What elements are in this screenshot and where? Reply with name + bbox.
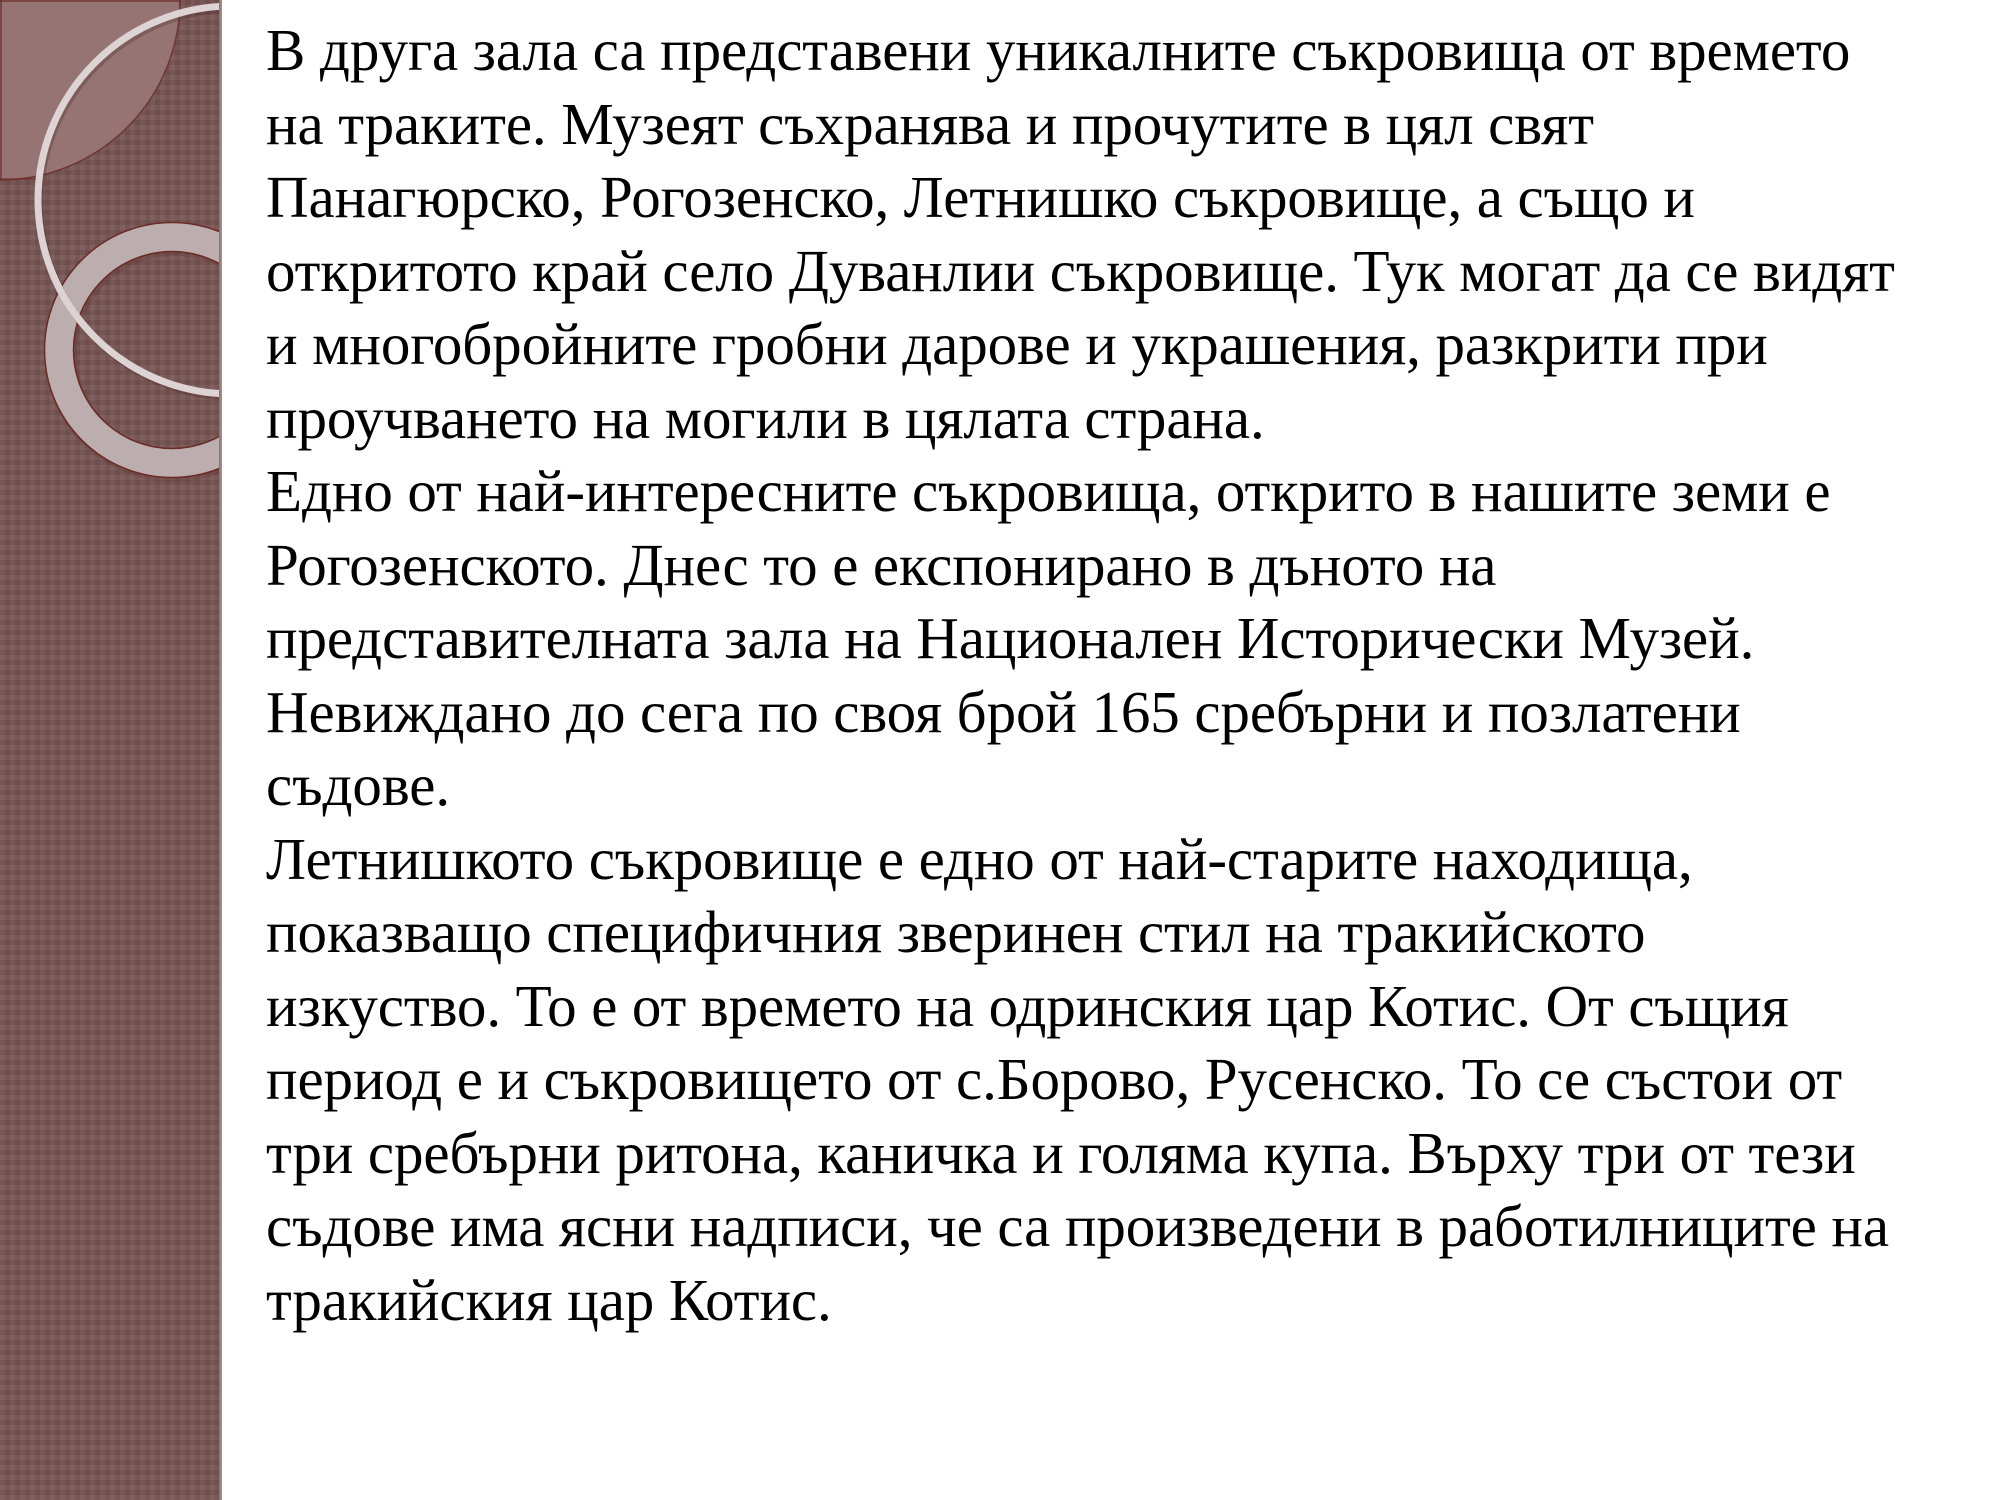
thick-ring-icon <box>45 223 223 478</box>
text-line: показващо специфичния зверинен стил на тракийското <box>266 899 1646 965</box>
text-line: съдове. <box>266 752 450 818</box>
text-line: Летнишкото съкровище е едно от най-старите находища, <box>266 825 1693 892</box>
text-line: изкуство. То е от времето на одринския цар Котис. От същия <box>266 972 1789 1039</box>
text-line: три сребърни ритона, каничка и голяма купа. Върху три от тези <box>266 1119 1856 1186</box>
text-line: тракийския цар Котис. <box>266 1266 832 1333</box>
sidebar-edge <box>219 0 222 1500</box>
text-line: и многобройните гробни дарове и украшения, разкрити при <box>266 311 1768 377</box>
text-line: Панагюрско, Рогозенско, Летнишко съкровище, а също и <box>266 164 1695 230</box>
text-line: на траките. Музеят съхранява и прочутите в цял свят <box>266 90 1594 157</box>
body-text <box>266 14 1986 1337</box>
text-line: съдове има ясни надписи, че са произведени в работилниците на <box>266 1193 1889 1259</box>
sidebar-ornament-icon <box>0 0 222 1500</box>
text-line: откритото край село Дуванлии съкровище. Тук могат да се видят <box>266 237 1895 304</box>
text-line: представителната зала на Национален Исторически Музей. <box>266 605 1755 671</box>
text-line: проучването на могили в цялата страна. <box>266 384 1265 451</box>
text-line: Едно от най-интересните съкровища, открито в нашите земи е <box>266 458 1831 524</box>
decorative-sidebar <box>0 0 222 1500</box>
text-line: период е и съкровището от с.Борово, Русенско. То се състои от <box>266 1046 1843 1112</box>
text-line: Невиждано до сега по своя брой 165 сребърни и позлатени <box>266 678 1741 745</box>
text-line: В друга зала са представени уникалните съкровища от времето <box>266 17 1851 83</box>
text-line: Рогозенското. Днес то е експонирано в дъното на <box>266 531 1497 598</box>
